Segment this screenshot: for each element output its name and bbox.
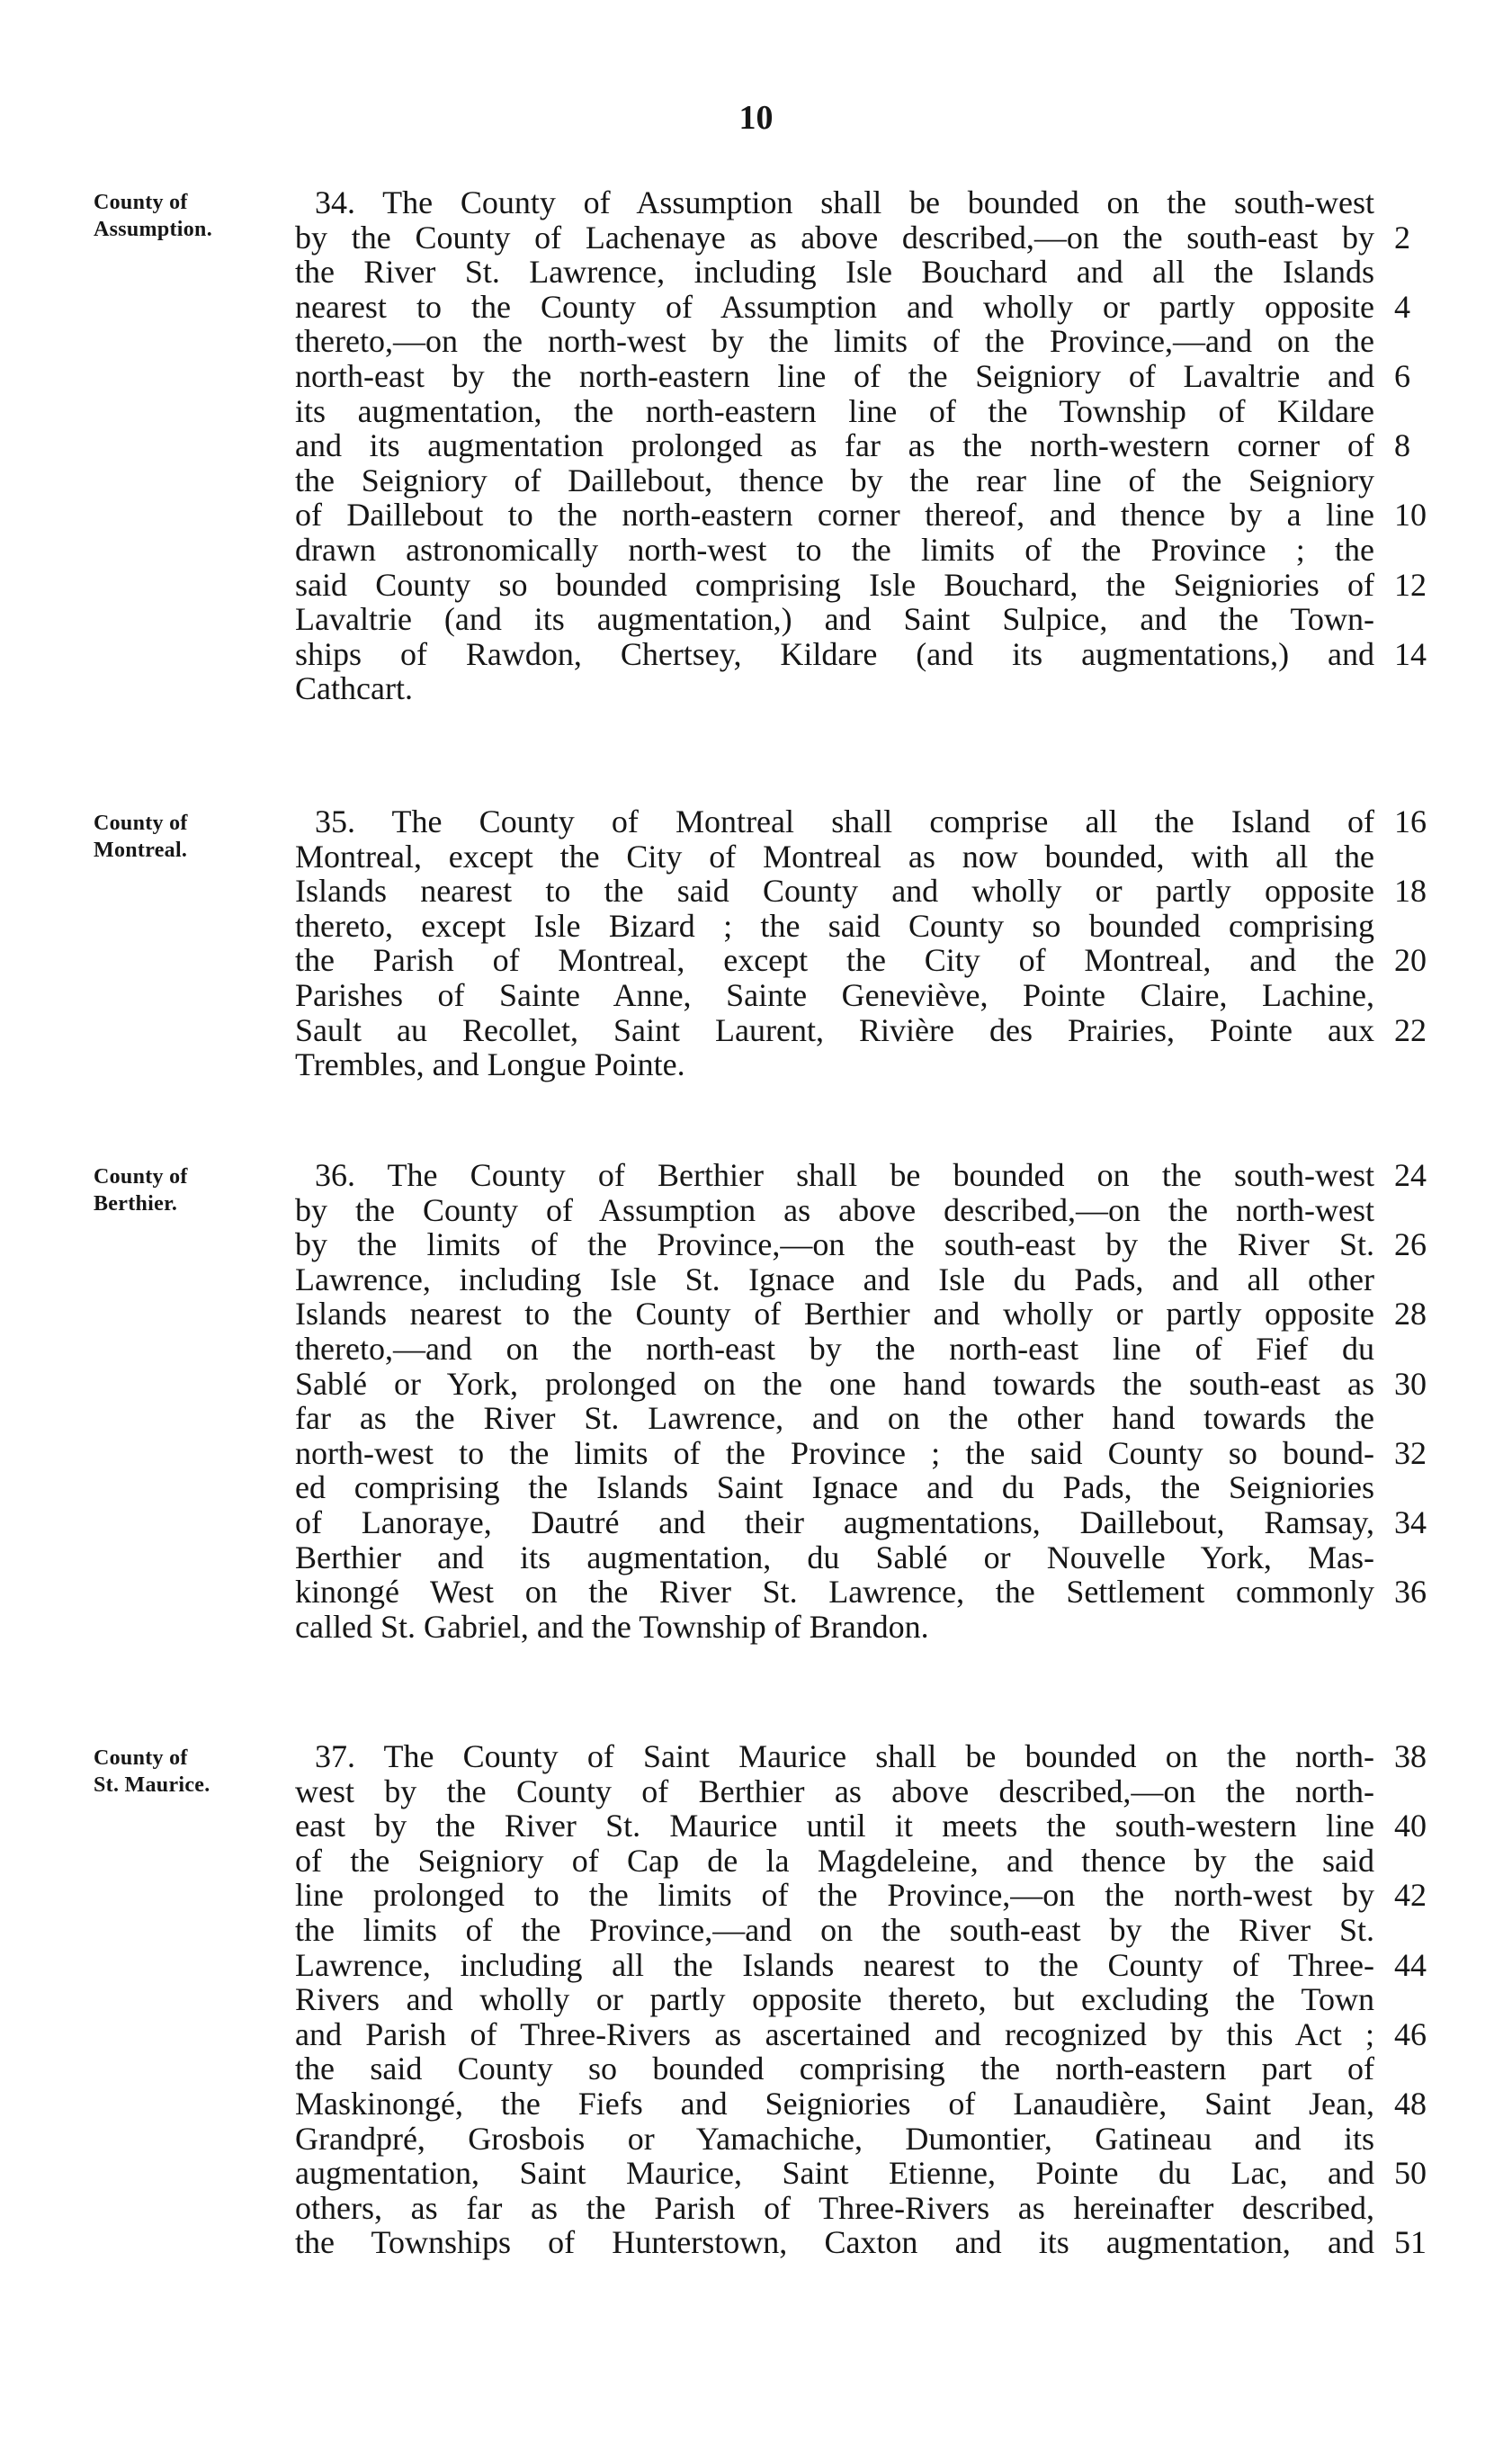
line-number: 50 xyxy=(1394,2155,1427,2192)
text-line: far as the River St. Lawrence, and on the other hand towards the xyxy=(295,1400,1374,1437)
text-line: Lavaltrie (and its augmentation,) and Saint Sulpice, and the Town- xyxy=(295,601,1374,638)
margin-note xyxy=(94,189,300,243)
text-line: others, as far as the Parish of Three-Rivers as hereinafter described, xyxy=(295,2189,1374,2226)
text-line: Berthier and its augmentation, du Sablé or Nouvelle York, Mas- xyxy=(295,1539,1374,1575)
margin-note-line: Montreal. xyxy=(94,839,188,862)
text-line: 35. The County of Montreal shall comprise all the Island of 16 xyxy=(295,804,1410,839)
text-line: and its augmentation prolonged as far as the north-western corner of 8 xyxy=(295,428,1410,463)
margin-note-line: St. Maurice. xyxy=(94,1773,210,1797)
text-line: north-west to the limits of the Province ; the said County so bound- 32 xyxy=(295,1436,1410,1471)
line-number: 8 xyxy=(1394,427,1410,464)
section-text xyxy=(295,184,1427,707)
line-number: 6 xyxy=(1394,357,1410,394)
line-number: 48 xyxy=(1394,2085,1427,2122)
line-number: 16 xyxy=(1394,803,1427,839)
line-number: 46 xyxy=(1394,2015,1427,2052)
text-line: 34. The County of Assumption shall be bounded on the south-west xyxy=(315,184,1374,220)
section-text xyxy=(295,803,1427,1083)
line-number: 2 xyxy=(1394,219,1410,256)
line-number: 22 xyxy=(1394,1011,1427,1048)
text-line: said County so bounded comprising Isle Bouchard, the Seigniories of 12 xyxy=(295,568,1410,603)
line-number: 44 xyxy=(1394,1946,1427,1983)
line-number: 32 xyxy=(1394,1434,1427,1471)
line-number: 14 xyxy=(1394,635,1427,672)
text-line: Parishes of Sainte Anne, Sainte Geneviève, Pointe Claire, Lachine, xyxy=(295,976,1374,1013)
text-line: 37. The County of Saint Maurice shall be bounded on the north- 38 xyxy=(295,1739,1410,1774)
line-number: 38 xyxy=(1394,1738,1427,1774)
text-line: by the County of Lachenaye as above described,—on the south-east by 2 xyxy=(295,220,1410,256)
text-line: Islands nearest to the County of Berthier and wholly or partly opposite 28 xyxy=(295,1297,1410,1332)
line-number: 10 xyxy=(1394,497,1427,534)
line-number: 18 xyxy=(1394,873,1427,910)
text-line: ships of Rawdon, Chertsey, Kildare (and its augmentations,) and 14 xyxy=(295,637,1410,672)
text-line: of Lanoraye, Dautré and their augmentations, Daillebout, Ramsay, 34 xyxy=(295,1505,1410,1540)
text-line: Grandpré, Grosbois or Yamachiche, Dumontier, Gatineau and its xyxy=(295,2120,1374,2157)
text-line: Cathcart. xyxy=(295,670,413,707)
text-line: the Townships of Hunterstown, Caxton and its augmentation, and 51 xyxy=(295,2225,1410,2260)
text-line: drawn astronomically north-west to the limits of the Province ; the xyxy=(295,531,1374,568)
text-line: and Parish of Three-Rivers as ascertained and recognized by this Act ; 46 xyxy=(295,2017,1410,2052)
section-text xyxy=(295,1738,1427,2261)
text-line: the Parish of Montreal, except the City of Montreal, and the 20 xyxy=(295,943,1410,978)
text-line: called St. Gabriel, and the Township of Brandon. xyxy=(295,1608,929,1645)
margin-note-line: County of xyxy=(94,1746,188,1770)
margin-note xyxy=(94,1163,300,1217)
text-line: augmentation, Saint Maurice, Saint Etienne, Pointe du Lac, and 50 xyxy=(295,2156,1410,2191)
text-line: Lawrence, including Isle St. Ignace and Isle du Pads, and all other xyxy=(295,1261,1374,1297)
text-line: Rivers and wholly or partly opposite thereto, but excluding the Town xyxy=(295,1981,1374,2018)
line-number: 42 xyxy=(1394,1877,1427,1914)
text-line: by the County of Assumption as above described,—on the north-west xyxy=(295,1191,1374,1228)
margin-note xyxy=(94,810,300,864)
section-text xyxy=(295,1157,1427,1645)
text-line: its augmentation, the north-eastern line of the Township of Kildare xyxy=(295,392,1374,429)
text-line: 36. The County of Berthier shall be bounded on the south-west 24 xyxy=(295,1158,1410,1193)
text-line: of the Seigniory of Cap de la Magdeleine, and thence by the said xyxy=(295,1842,1374,1879)
text-line: the limits of the Province,—and on the south-east by the River St. xyxy=(295,1911,1374,1948)
text-line: kinongé West on the River St. Lawrence, the Settlement commonly 36 xyxy=(295,1575,1410,1610)
line-number: 51 xyxy=(1394,2224,1427,2261)
text-line: nearest to the County of Assumption and wholly or partly opposite 4 xyxy=(295,290,1410,325)
text-line: thereto, except Isle Bizard ; the said County so bounded comprising xyxy=(295,907,1374,944)
margin-note-line: County of xyxy=(94,1165,188,1189)
text-line: Montreal, except the City of Montreal as now bounded, with all the xyxy=(295,838,1374,875)
text-line: Sault au Recollet, Saint Laurent, Rivière des Prairies, Pointe aux 22 xyxy=(295,1013,1410,1048)
text-line: thereto,—and on the north-east by the north-east line of Fief du xyxy=(295,1330,1374,1367)
text-line: ed comprising the Islands Saint Ignace and du Pads, the Seigniories xyxy=(295,1469,1374,1506)
line-number: 34 xyxy=(1394,1503,1427,1540)
text-line: west by the County of Berthier as above described,—on the north- xyxy=(295,1772,1374,1809)
text-line: north-east by the north-eastern line of the Seigniory of Lavaltrie and 6 xyxy=(295,359,1410,394)
margin-note-line: County of xyxy=(94,812,188,835)
text-line: the River St. Lawrence, including Isle Bouchard and all the Islands xyxy=(295,254,1374,291)
margin-note-line: Berthier. xyxy=(94,1192,178,1216)
line-number: 30 xyxy=(1394,1365,1427,1402)
text-line: Islands nearest to the said County and wholly or partly opposite 18 xyxy=(295,874,1410,909)
margin-note xyxy=(94,1745,300,1799)
line-number: 40 xyxy=(1394,1808,1427,1844)
text-line: Lawrence, including all the Islands nearest to the County of Three- 44 xyxy=(295,1948,1410,1983)
text-line: thereto,—on the north-west by the limits of the Province,—and on the xyxy=(295,323,1374,360)
text-line: Trembles, and Longue Pointe. xyxy=(295,1046,685,1083)
line-number: 20 xyxy=(1394,942,1427,979)
text-line: Sablé or York, prolonged on the one hand towards the south-east as 30 xyxy=(295,1367,1410,1402)
line-number: 36 xyxy=(1394,1574,1427,1611)
line-number: 4 xyxy=(1394,288,1410,325)
text-line: of Daillebout to the north-eastern corner thereof, and thence by a line 10 xyxy=(295,498,1410,533)
text-line: the Seigniory of Daillebout, thence by the rear line of the Seigniory xyxy=(295,462,1374,498)
line-number: 28 xyxy=(1394,1296,1427,1333)
line-number: 12 xyxy=(1394,566,1427,603)
text-line: by the limits of the Province,—on the south-east by the River St. 26 xyxy=(295,1227,1410,1262)
text-line: line prolonged to the limits of the Province,—on the north-west by 42 xyxy=(295,1878,1410,1913)
line-number: 24 xyxy=(1394,1157,1427,1193)
margin-note-line: County of xyxy=(94,191,188,214)
text-line: Maskinongé, the Fiefs and Seigniories of Lanaudière, Saint Jean, 48 xyxy=(295,2087,1410,2122)
margin-note-line: Assumption. xyxy=(94,218,213,241)
text-line: east by the River St. Maurice until it meets the south-western line 40 xyxy=(295,1808,1410,1844)
page-number: 10 xyxy=(738,99,774,137)
line-number: 26 xyxy=(1394,1226,1427,1263)
text-line: the said County so bounded comprising the north-eastern part of xyxy=(295,2051,1374,2087)
